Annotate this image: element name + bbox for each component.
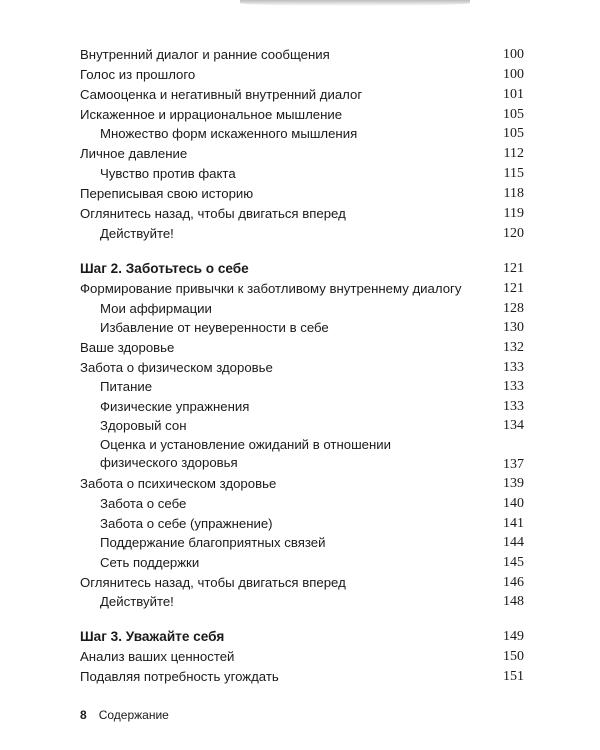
toc-entry-title: Подавляя потребность угождать: [80, 669, 279, 684]
toc-entry-page: 132: [503, 340, 524, 355]
toc-subentry: [100, 164, 524, 184]
toc-entry-title: Внутренний диалог и ранние сообщения: [80, 47, 330, 62]
toc-subentry: [100, 299, 524, 319]
toc-entry-title: Формирование привычки к заботливому внутреннему диалогу: [80, 281, 462, 296]
toc-entry-page: 101: [503, 87, 524, 102]
toc-entry-page: 112: [503, 146, 524, 161]
toc-subentry: [100, 435, 524, 475]
toc-entry-page: 105: [503, 107, 524, 122]
toc-entry-page: 133: [503, 399, 524, 414]
toc-entry-title: Забота о себе: [100, 496, 187, 511]
toc-subentry: [100, 416, 524, 436]
toc-entry-title-line-1: Оценка и установление ожиданий в отношении: [100, 437, 392, 452]
toc-entry-page: 133: [503, 360, 524, 375]
toc-entry-page: 151: [503, 669, 524, 684]
toc-entry-page: 119: [503, 206, 524, 221]
toc-subentry: [100, 494, 524, 514]
toc-subentry: [100, 377, 524, 397]
toc-entry: [80, 144, 524, 164]
toc-entry-title: Оглянитесь назад, чтобы двигаться вперед: [80, 575, 346, 590]
toc-subentry: [100, 533, 524, 553]
toc-entry-title: Голос из прошлого: [80, 67, 196, 82]
toc-entry-title: Избавление от неуверенности в себе: [100, 320, 329, 335]
toc-entry-page: 145: [503, 555, 524, 570]
toc-entry: [80, 573, 524, 593]
toc-entry-page: 140: [503, 496, 524, 511]
toc-entry-page: 128: [503, 301, 524, 316]
toc-entry-title: Ваше здоровье: [80, 340, 175, 355]
toc-entry-title: Множество форм искаженного мышления: [100, 126, 358, 141]
toc-entry-title: Поддержание благоприятных связей: [100, 535, 326, 550]
toc-entry-page: 137: [503, 457, 524, 472]
footer-page-number: 8: [80, 708, 87, 722]
toc-entry-page: 149: [503, 629, 524, 644]
toc-subentry: [100, 124, 524, 144]
toc-entry-title: Действуйте!: [100, 226, 174, 241]
toc-entry-title: Шаг 2. Заботьтесь о себе: [80, 261, 249, 276]
toc-entry-title: Сеть поддержки: [100, 555, 200, 570]
toc-subentry: [100, 592, 524, 612]
toc-entry: [80, 358, 524, 378]
toc-entry-title-line-2: физического здоровья: [100, 455, 238, 470]
toc-entry-title: Чувство против факта: [100, 166, 236, 181]
toc-subentry: [100, 553, 524, 573]
toc-entry-page: 144: [503, 535, 524, 550]
toc-entry: [80, 184, 524, 204]
toc-entry-title: Физические упражнения: [100, 399, 250, 414]
toc-chapter-heading: [80, 627, 524, 647]
toc-entry-title: Здоровый сон: [100, 418, 187, 433]
page-footer: [80, 706, 169, 724]
toc-subentry: [100, 514, 524, 534]
toc-entry-page: 146: [503, 575, 524, 590]
toc-entry-page: 148: [503, 594, 524, 609]
toc-entry-page: 139: [503, 476, 524, 491]
toc-entry-title: Мои аффирмации: [100, 301, 212, 316]
toc-entry: [80, 45, 524, 65]
toc-entry: [80, 204, 524, 224]
toc-entry-title: Анализ ваших ценностей: [80, 649, 235, 664]
toc-entry: [80, 474, 524, 494]
toc-entry-page: 121: [503, 261, 524, 276]
toc-entry-title: [100, 436, 391, 472]
toc-entry-page: 105: [503, 126, 524, 141]
toc-entry-page: 120: [503, 226, 524, 241]
toc-subentry: [100, 224, 524, 244]
toc-entry-page: 134: [503, 418, 524, 433]
toc-entry-page: 141: [503, 516, 524, 531]
toc-subentry: [100, 397, 524, 417]
toc-chapter-heading: [80, 259, 524, 279]
toc-entry: [80, 65, 524, 85]
toc-entry-title: Искаженное и иррациональное мышление: [80, 107, 343, 122]
toc-entry-page: 118: [503, 186, 524, 201]
toc-entry-page: 121: [503, 281, 524, 296]
toc-entry: [80, 85, 524, 105]
toc-entry-page: 100: [503, 47, 524, 62]
toc-entry-page: 130: [503, 320, 524, 335]
toc-entry: [80, 338, 524, 358]
toc-entry-title: Переписывая свою историю: [80, 186, 254, 201]
footer-section-label: Содержание: [98, 708, 169, 722]
toc-entry-page: 150: [503, 649, 524, 664]
toc-subentry: [100, 318, 524, 338]
toc-entry-title: Личное давление: [80, 146, 188, 161]
toc-entry-title: Самооценка и негативный внутренний диалог: [80, 87, 363, 102]
toc-entry: [80, 647, 524, 667]
toc-entry-title: Забота о себе (упражнение): [100, 516, 273, 531]
toc-entry-title: Действуйте!: [100, 594, 174, 609]
toc-entry-page: 115: [503, 166, 524, 181]
toc-entry-title: Забота о физическом здоровье: [80, 360, 273, 375]
toc-entry: [80, 105, 524, 125]
toc-entry: [80, 279, 524, 299]
toc-entry-page: 100: [503, 67, 524, 82]
toc-entry-title: Шаг 3. Уважайте себя: [80, 629, 225, 644]
toc-entry-title: Забота о психическом здоровье: [80, 476, 277, 491]
toc-entry-page: 133: [503, 379, 524, 394]
toc-entry-title: Питание: [100, 379, 153, 394]
toc-entry: [80, 667, 524, 687]
toc-entry-title: Оглянитесь назад, чтобы двигаться вперед: [80, 206, 346, 221]
